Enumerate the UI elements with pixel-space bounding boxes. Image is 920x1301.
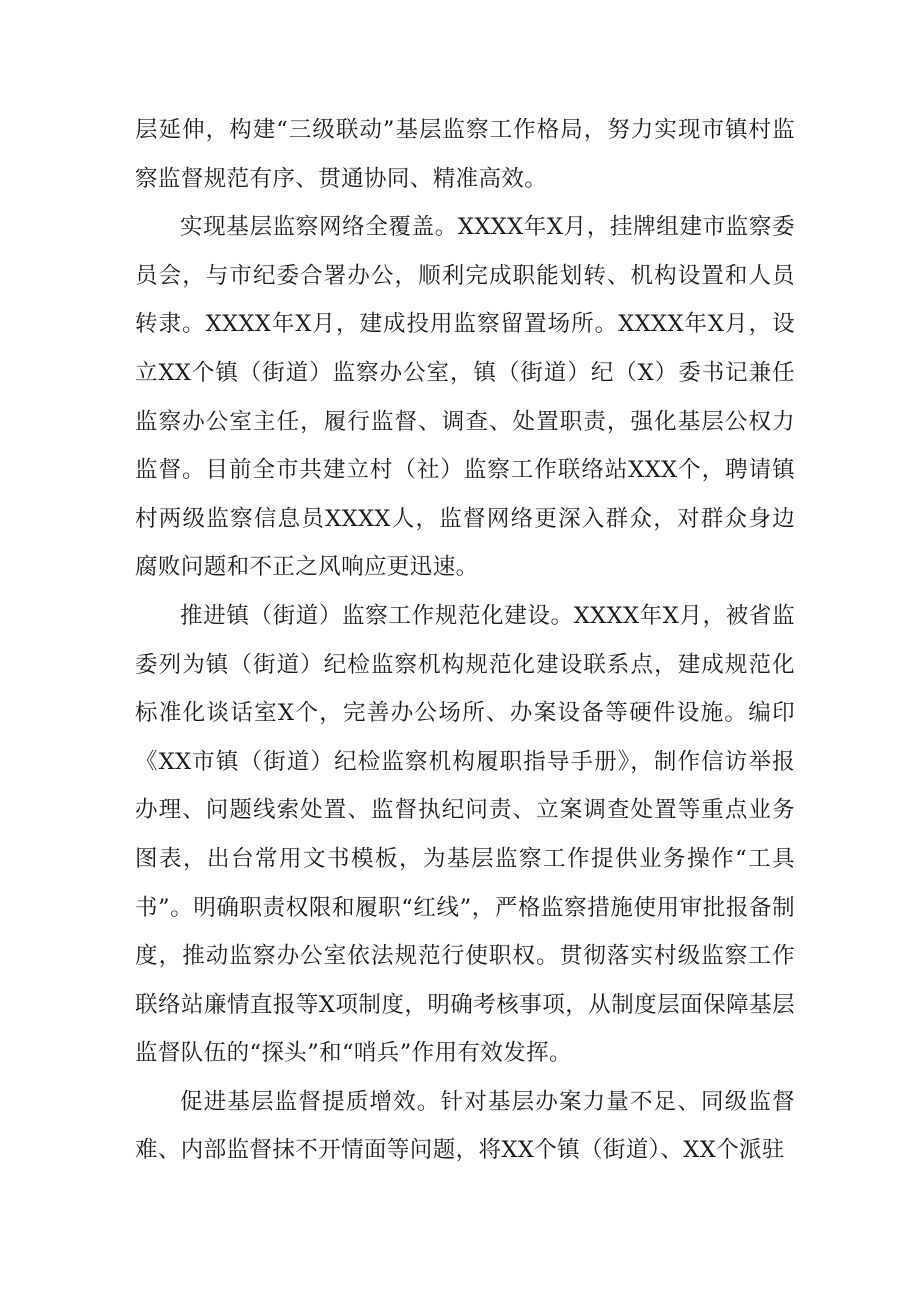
paragraph-continuation: 层延伸，构建“三级联动”基层监察工作格局，努力实现市镇村监察监督规范有序、贯通协同、精准高效。 (135, 117, 795, 192)
paragraph-supervision-efficiency: 促进基层监督提质增效。针对基层办案力量不足、同级监督难、内部监督抹不开情面等问题，将XX个镇（街道）、XX个派驻 (135, 1088, 795, 1164)
paragraph-standardization: 推进镇（街道）监察工作规范化建设。XXXX年X月，被省监委列为镇（街道）纪检监察机构规范化建设联系点，建成规范化标准化谈话室X个，完善办公场所、办案设备等硬件设施。编印《XX市镇（街道）纪检监察机构履职指导手册》，制作信访举报办理、问题线索处置、监督执纪问责、立案调查处置等重点业务图表，出台常用文书模板，为基层监察工作提供业务操作“工具书”。明确职责权限和履职“红线”，严格监察措施使用审批报备制度，推动监察办公室依法规范行使职权。贯彻落实村级监察工作联络站廉情直报等X项制度，明确考核事项，从制度层面保障基层监督队伍的“探头”和“哨兵”作用有效发挥。 (135, 602, 795, 1067)
paragraph-network-coverage: 实现基层监察网络全覆盖。XXXX年X月，挂牌组建市监察委员会，与市纪委合署办公，顺利完成职能划转、机构设置和人员转隶。XXXX年X月，建成投用监察留置场所。XXXX年X月，设立XX个镇（街道）监察办公室，镇（街道）纪（X）委书记兼任监察办公室主任，履行监督、调查、处置职责，强化基层公权力监督。目前全市共建立村（社）监察工作联络站XXX个，聘请镇村两级监察信息员XXXX人，监督网络更深入群众，对群众身边腐败问题和不正之风响应更迅速。 (135, 214, 795, 581)
document-body (135, 106, 795, 1175)
